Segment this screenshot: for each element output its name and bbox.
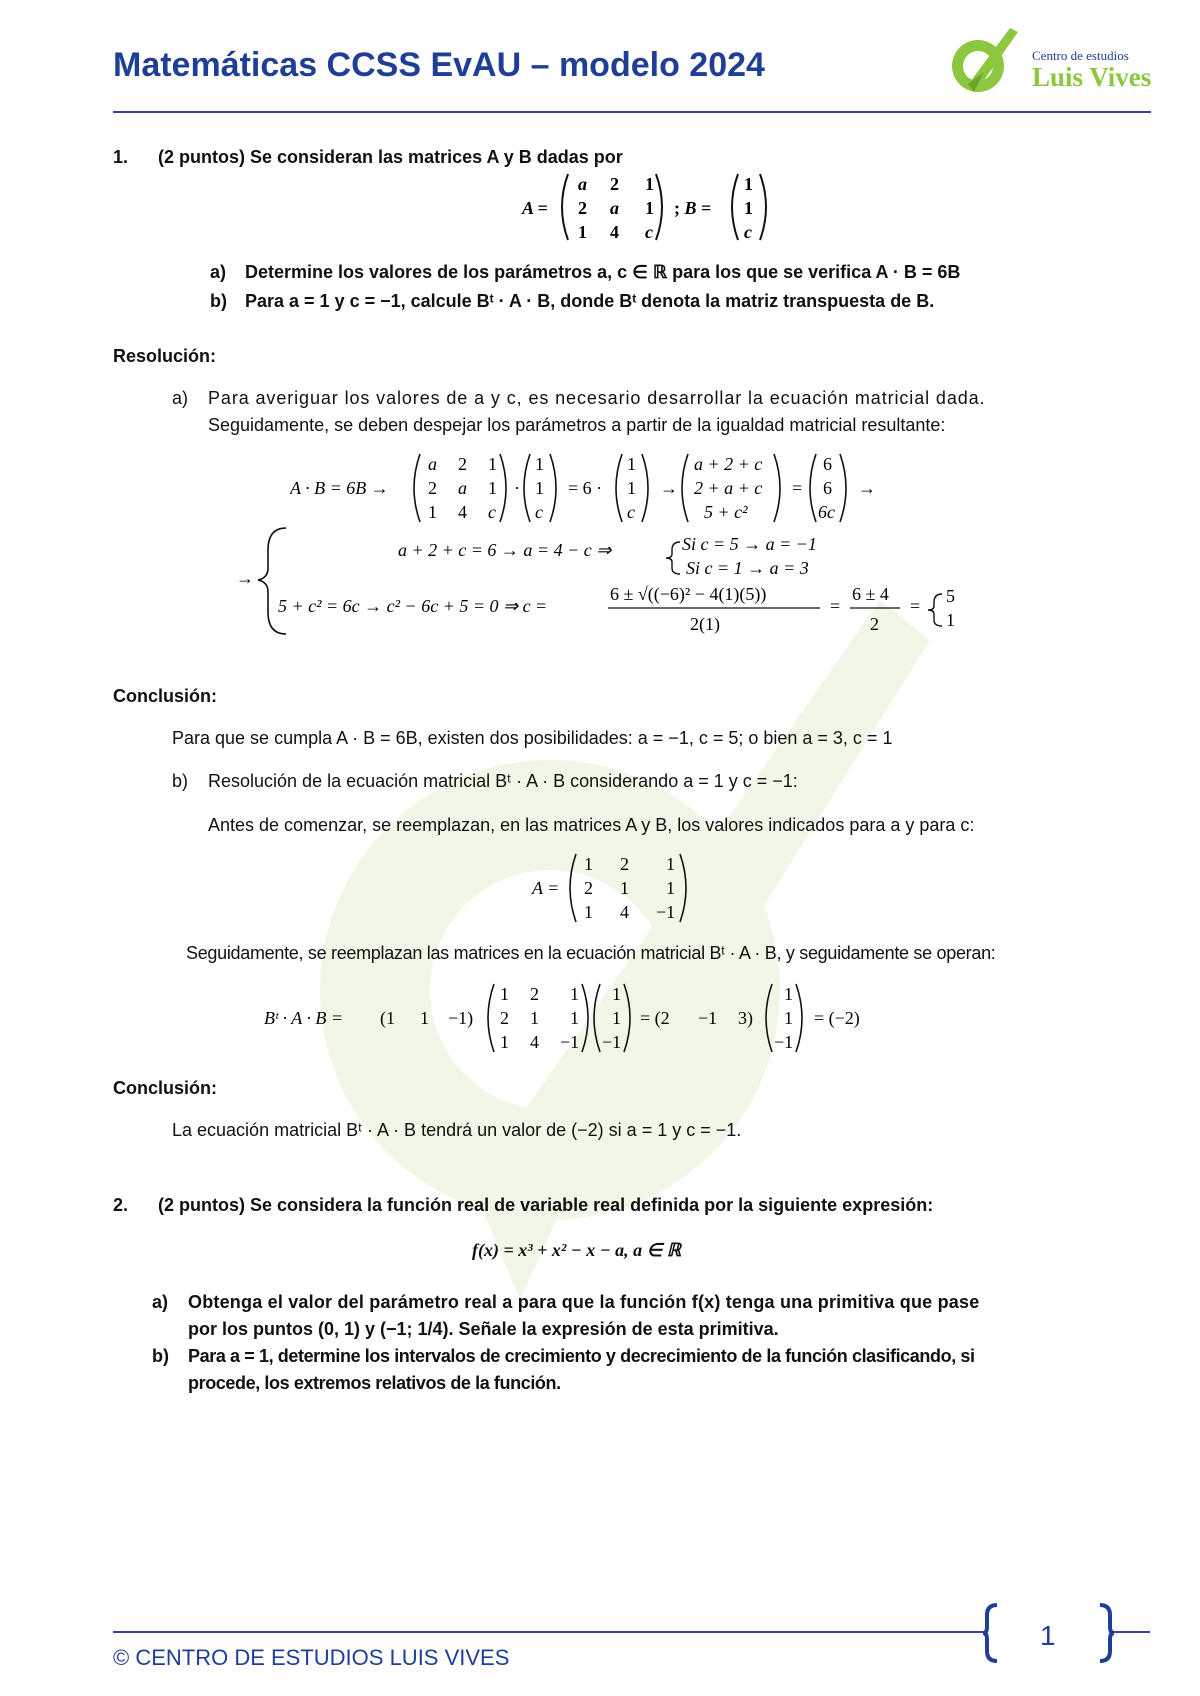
res-b-product-equation (262, 978, 982, 1058)
svg-text:4: 4 (530, 1032, 539, 1052)
logo-line2: Luis Vives (1032, 62, 1152, 92)
conclusion-a-heading: Conclusión: (113, 686, 217, 706)
svg-text:1: 1 (500, 984, 509, 1004)
svg-text:c: c (744, 222, 752, 242)
conclusion-b-heading: Conclusión: (113, 1078, 217, 1098)
svg-text:1: 1 (570, 1008, 579, 1028)
svg-text:−1: −1 (602, 1032, 622, 1052)
svg-text:a + 2 + c = 6 → a = 4 − c ⇒: a + 2 + c = 6 → a = 4 − c ⇒ (398, 540, 612, 560)
svg-text:1: 1 (784, 1008, 793, 1028)
svg-text:1: 1 (627, 454, 636, 474)
svg-text:2: 2 (578, 198, 587, 218)
page-bracket-right-icon (1098, 1603, 1114, 1663)
svg-text:1: 1 (666, 854, 675, 874)
svg-text:1: 1 (666, 878, 675, 898)
svg-text:6c: 6c (818, 502, 835, 522)
q1-part-b: Para a = 1 y c = −1, calcule Bᵗ · A · B, donde Bᵗ denota la matriz transpuesta de B. (245, 291, 935, 311)
svg-text:→: → (660, 478, 678, 498)
svg-text:1: 1 (627, 478, 636, 498)
res-a-label: a) (172, 388, 189, 408)
svg-text:−1: −1 (656, 902, 676, 922)
res-b-line: Resolución de la ecuación matricial Bᵗ · A · B considerando a = 1 y c = −1: (208, 771, 798, 791)
footer-divider-right (1112, 1631, 1150, 1633)
svg-text:2: 2 (620, 854, 629, 874)
svg-text:2: 2 (870, 614, 879, 634)
svg-text:1: 1 (584, 854, 593, 874)
svg-text:−1: −1 (698, 1008, 718, 1028)
q1-statement: (2 puntos) Se consideran las matrices A y B dadas por (158, 147, 623, 167)
svg-text:4: 4 (458, 502, 467, 522)
svg-text:1: 1 (612, 984, 621, 1004)
svg-text:1: 1 (488, 454, 497, 474)
svg-text:A =: A = (532, 878, 560, 898)
svg-text:=: = (792, 478, 803, 498)
svg-text:A · B = 6B →: A · B = 6B → (290, 478, 389, 498)
svg-text:1: 1 (620, 878, 629, 898)
res-a-matrix-equation (290, 448, 940, 528)
svg-text:1: 1 (645, 174, 654, 194)
svg-text:a: a (428, 454, 437, 474)
q2-number: 2. (113, 1195, 129, 1215)
svg-text:1: 1 (530, 1008, 539, 1028)
q2-part-a-line1: Obtenga el valor del parámetro real a para que la función f(x) tenga una primitiva que pase (188, 1292, 980, 1312)
svg-text:−1: −1 (774, 1032, 794, 1052)
svg-text:; B =: ; B = (674, 198, 712, 218)
svg-text:2: 2 (530, 984, 539, 1004)
svg-text:2: 2 (500, 1008, 509, 1028)
q2-part-a-line2: por los puntos (0, 1) y (−1; 1/4). Señale la expresión de esta primitiva. (188, 1319, 779, 1339)
svg-text:1: 1 (645, 198, 654, 218)
svg-text:c: c (627, 502, 635, 522)
svg-text:c: c (488, 502, 496, 522)
svg-text:=: = (830, 596, 841, 616)
q2-part-b-label: b) (152, 1346, 169, 1366)
resolution-heading: Resolución: (113, 346, 217, 366)
svg-text:6 ± 4: 6 ± 4 (852, 584, 889, 604)
page-bracket-left-icon (983, 1603, 999, 1663)
q2-part-b-line1: Para a = 1, determine los intervalos de crecimiento y decrecimiento de la función clasificando, si (188, 1346, 975, 1366)
svg-text:a: a (458, 478, 467, 498)
svg-text:6 ± √((−6)² − 4(1)(5)): 6 ± √((−6)² − 4(1)(5)) (610, 584, 767, 604)
svg-text:1: 1 (535, 454, 544, 474)
svg-text:−1: −1 (560, 1032, 580, 1052)
svg-text:·: · (514, 478, 520, 498)
svg-text:→: → (858, 478, 876, 498)
res-a-line1: Para averiguar los valores de a y c, es necesario desarrollar la ecuación matricial dada. (208, 388, 986, 408)
svg-text:Si c = 1 → a = 3: Si c = 1 → a = 3 (686, 558, 809, 578)
svg-text:1: 1 (500, 1032, 509, 1052)
q1-matrix-definition (510, 168, 780, 246)
footer-divider (113, 1631, 983, 1633)
svg-text:=: = (910, 596, 921, 616)
res-b-next: Seguidamente, se reemplazan las matrices en la ecuación matricial Bᵗ · A · B, y seguidamente se operan: (186, 943, 996, 963)
svg-text:3): 3) (738, 1008, 753, 1028)
svg-text:6: 6 (823, 478, 832, 498)
header-divider (113, 111, 1151, 113)
svg-text:1: 1 (744, 198, 753, 218)
svg-text:c: c (535, 502, 543, 522)
res-a-system (230, 520, 1020, 640)
conclusion-a-text: Para que se cumpla A · B = 6B, existen dos posibilidades: a = −1, c = 5; o bien a = 3, c = 1 (172, 728, 893, 748)
svg-text:a: a (610, 198, 619, 218)
svg-text:1: 1 (570, 984, 579, 1004)
svg-text:2: 2 (584, 878, 593, 898)
res-a-line2: Seguidamente, se deben despejar los parámetros a partir de la igualdad matricial resultante: (208, 415, 946, 435)
svg-text:4: 4 (620, 902, 629, 922)
page-number: 1 (1040, 1620, 1056, 1651)
q2-statement: (2 puntos) Se considera la función real de variable real definida por la siguiente expresión: (158, 1195, 934, 1215)
svg-text:2: 2 (610, 174, 619, 194)
q2-part-b-line2: procede, los extremos relativos de la función. (188, 1373, 561, 1393)
document-title: Matemáticas CCSS EvAU – modelo 2024 (113, 46, 765, 84)
svg-text:Bᵗ · A · B =: Bᵗ · A · B = (264, 1008, 344, 1028)
q1-part-b-label: b) (210, 291, 227, 311)
logo-line1: Centro de estudios (1032, 48, 1129, 63)
svg-text:1: 1 (420, 1008, 429, 1028)
svg-text:1: 1 (744, 174, 753, 194)
svg-text:Si c = 5 → a = −1: Si c = 5 → a = −1 (682, 534, 817, 554)
conclusion-b-text: La ecuación matricial Bᵗ · A · B tendrá un valor de (−2) si a = 1 y c = −1. (172, 1120, 742, 1140)
svg-text:2(1): 2(1) (690, 614, 720, 634)
svg-text:→: → (236, 568, 254, 588)
svg-text:= 6 ·: = 6 · (568, 478, 603, 498)
svg-text:1: 1 (488, 478, 497, 498)
svg-text:5 + c² = 6c → c² − 6c + 5 = 0: 5 + c² = 6c → c² − 6c + 5 = 0 ⇒ c = (278, 596, 548, 616)
svg-text:2: 2 (458, 454, 467, 474)
q1-part-a: Determine los valores de los parámetros a, c ∈ ℝ para los que se verifica A · B = 6B (245, 262, 961, 282)
quill-icon (952, 28, 1018, 92)
svg-text:−1): −1) (448, 1008, 474, 1028)
q1-number: 1. (113, 147, 129, 167)
svg-text:1: 1 (578, 222, 587, 242)
q1-part-a-label: a) (210, 262, 227, 282)
svg-text:2 + a + c: 2 + a + c (694, 478, 763, 498)
svg-text:5: 5 (946, 586, 955, 606)
q2-function: f(x) = x³ + x² − x − a, a ∈ ℝ (472, 1240, 682, 1260)
footer-copyright: © CENTRO DE ESTUDIOS LUIS VIVES (113, 1645, 510, 1670)
svg-text:1: 1 (428, 502, 437, 522)
svg-text:1: 1 (535, 478, 544, 498)
svg-text:1: 1 (612, 1008, 621, 1028)
svg-text:= (2: = (2 (640, 1008, 670, 1028)
svg-text:a: a (578, 174, 587, 194)
svg-text:1: 1 (584, 902, 593, 922)
res-b-intro: Antes de comenzar, se reemplazan, en las matrices A y B, los valores indicados para a y para c: (208, 815, 975, 835)
svg-text:2: 2 (428, 478, 437, 498)
res-b-matrix (530, 848, 730, 928)
svg-text:a + 2 + c: a + 2 + c (694, 454, 763, 474)
svg-text:c: c (645, 222, 653, 242)
svg-text:= (−2): = (−2) (814, 1008, 860, 1028)
logo (940, 22, 1155, 102)
svg-text:(1: (1 (380, 1008, 395, 1028)
res-b-label: b) (172, 771, 189, 791)
svg-text:A =: A = (522, 198, 548, 218)
svg-text:1: 1 (784, 984, 793, 1004)
svg-text:4: 4 (610, 222, 619, 242)
svg-text:5 + c²: 5 + c² (704, 502, 748, 522)
svg-text:1: 1 (946, 610, 955, 630)
q2-part-a-label: a) (152, 1292, 169, 1312)
svg-text:6: 6 (823, 454, 832, 474)
